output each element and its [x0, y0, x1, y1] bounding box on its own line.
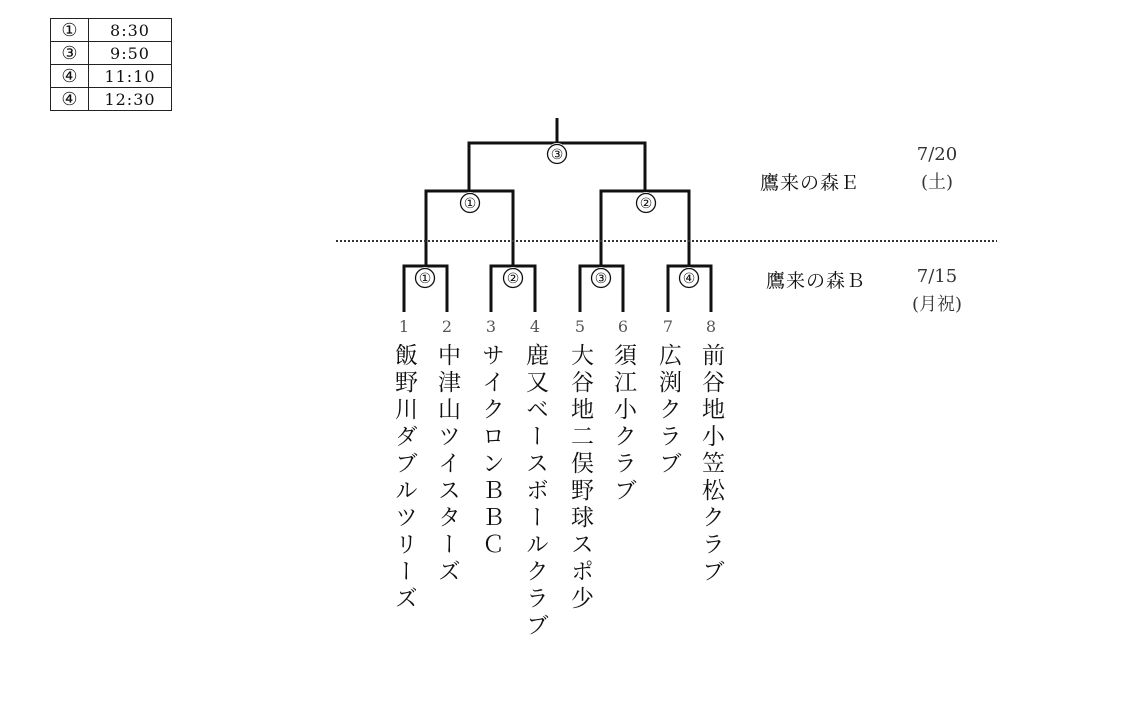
svg-text:③: ③	[594, 271, 608, 287]
team-name: 前谷地小笠松クラブ	[698, 343, 724, 586]
team-seed: 4	[529, 317, 541, 336]
team-seed: 5	[574, 317, 586, 336]
match-number-r1-a	[414, 267, 436, 289]
match-number-final	[546, 143, 568, 165]
team-seed: 7	[662, 317, 674, 336]
svg-text:①: ①	[463, 196, 477, 212]
team-name: サイクロンＢＢＣ	[478, 343, 504, 559]
venue-lower-name: 鷹来の森Ｂ	[766, 270, 867, 292]
team-seed: 6	[617, 317, 629, 336]
svg-text:②: ②	[506, 271, 520, 287]
schedule-time: 9:50	[89, 42, 172, 65]
match-number-r1-b	[502, 267, 524, 289]
team-name: 大谷地二俣野球スポ少	[567, 343, 593, 613]
team-seed: 2	[441, 317, 453, 336]
schedule-match-mark: ③	[51, 42, 89, 65]
schedule-match-mark: ④	[51, 65, 89, 88]
team-name: 中津山ツイスターズ	[434, 343, 460, 586]
svg-text:④: ④	[682, 271, 696, 287]
schedule-match-mark: ④	[51, 88, 89, 111]
team-seed: 1	[398, 317, 410, 336]
match-number-semi-left	[459, 192, 481, 214]
venue-lower-date: 7/15	[916, 266, 958, 287]
match-number-r1-d	[678, 267, 700, 289]
match-number-semi-right	[635, 192, 657, 214]
schedule-match-mark: ①	[51, 19, 89, 42]
team-name: 飯野川ダブルツリーズ	[391, 343, 417, 613]
team-seed: 3	[485, 317, 497, 336]
team-name: 広渕クラブ	[655, 343, 681, 478]
venue-upper-name: 鷹来の森Ｅ	[760, 172, 861, 194]
svg-text:①: ①	[418, 271, 432, 287]
team-seed: 8	[705, 317, 717, 336]
team-name: 鹿又ベースボールクラブ	[522, 343, 548, 640]
venue-upper-day: (土)	[920, 172, 954, 193]
schedule-time: 8:30	[89, 19, 172, 42]
schedule-time: 11:10	[89, 65, 172, 88]
svg-text:③: ③	[550, 147, 564, 163]
match-number-r1-c	[590, 267, 612, 289]
svg-text:②: ②	[639, 196, 653, 212]
schedule-time: 12:30	[89, 88, 172, 111]
team-name: 須江小クラブ	[610, 343, 636, 505]
venue-upper-date: 7/20	[916, 144, 958, 165]
venue-lower-day: (月祝)	[911, 294, 963, 315]
